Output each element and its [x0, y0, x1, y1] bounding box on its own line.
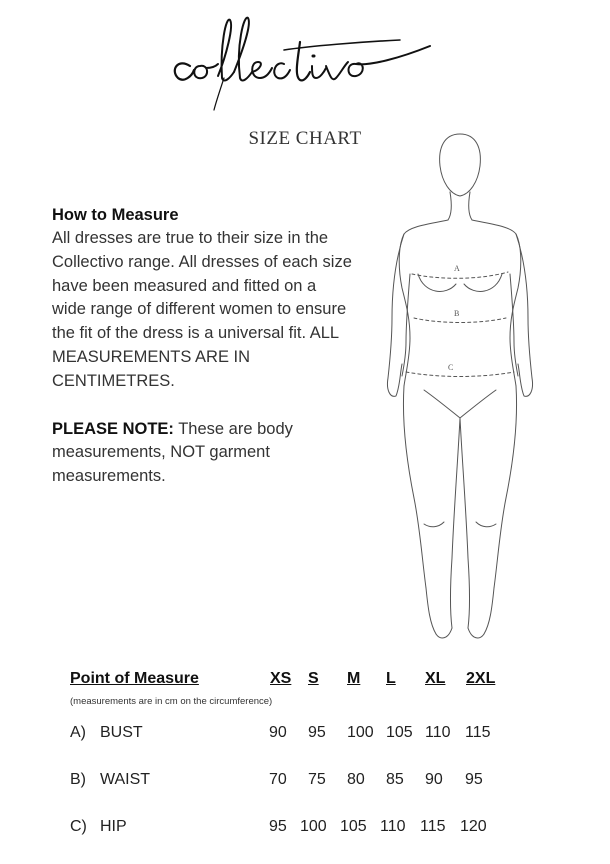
figure-label-b: B: [454, 309, 460, 318]
note-text: These are body measurements, NOT garment measurements.: [52, 419, 293, 486]
row-value: 95: [308, 724, 326, 741]
figure-label-c: C: [448, 363, 454, 372]
row-value: 115: [420, 818, 446, 835]
row-value: 90: [425, 771, 443, 788]
please-note: [52, 418, 352, 489]
row-value: 100: [347, 724, 374, 741]
table-row: [70, 771, 540, 793]
row-value: 90: [269, 724, 287, 741]
row-value: 95: [465, 771, 483, 788]
row-code: A): [70, 724, 86, 741]
how-to-heading: How to Measure: [52, 206, 179, 224]
size-header-2xl: 2XL: [466, 670, 496, 687]
row-value: 120: [460, 818, 487, 835]
size-header-s: S: [308, 670, 319, 687]
row-value: 115: [465, 724, 491, 741]
row-value: 105: [386, 724, 413, 741]
row-value: 95: [269, 818, 287, 835]
note-label: PLEASE NOTE:: [52, 419, 174, 438]
row-code: B): [70, 771, 86, 788]
row-value: 75: [308, 771, 326, 788]
size-header-l: L: [386, 670, 396, 687]
row-value: 85: [386, 771, 404, 788]
row-name: HIP: [100, 818, 127, 835]
how-to-measure-section: [52, 206, 352, 489]
how-to-body: All dresses are true to their size in the Collectivo range. All dresses of each size have been measured and fitted on a wide range of different women to ensure the fit of the dress is a universal fit. ALL MEASUREMENTS ARE IN CENTIMETRES.: [52, 229, 352, 390]
row-value: 100: [300, 818, 327, 835]
row-value: 110: [380, 818, 406, 835]
row-value: 80: [347, 771, 365, 788]
table-row: [70, 724, 540, 746]
table-subheader: (measurements are in cm on the circumference): [70, 696, 273, 707]
row-name: BUST: [100, 724, 143, 741]
table-header-row: [70, 670, 540, 692]
row-value: 70: [269, 771, 287, 788]
row-name: WAIST: [100, 771, 151, 788]
collectivo-logo: [160, 6, 450, 116]
row-value: 105: [340, 818, 367, 835]
body-figure-illustration: [380, 128, 540, 648]
size-table: [70, 670, 540, 835]
page-subtitle: SIZE CHART: [248, 128, 362, 149]
row-code: C): [70, 818, 87, 835]
figure-label-a: A: [454, 264, 460, 273]
size-header-xl: XL: [425, 670, 446, 687]
row-value: 110: [425, 724, 451, 741]
point-of-measure-header: Point of Measure: [70, 670, 199, 687]
size-header-m: M: [347, 670, 361, 687]
size-header-xs: XS: [270, 670, 292, 687]
table-row: [70, 818, 540, 840]
